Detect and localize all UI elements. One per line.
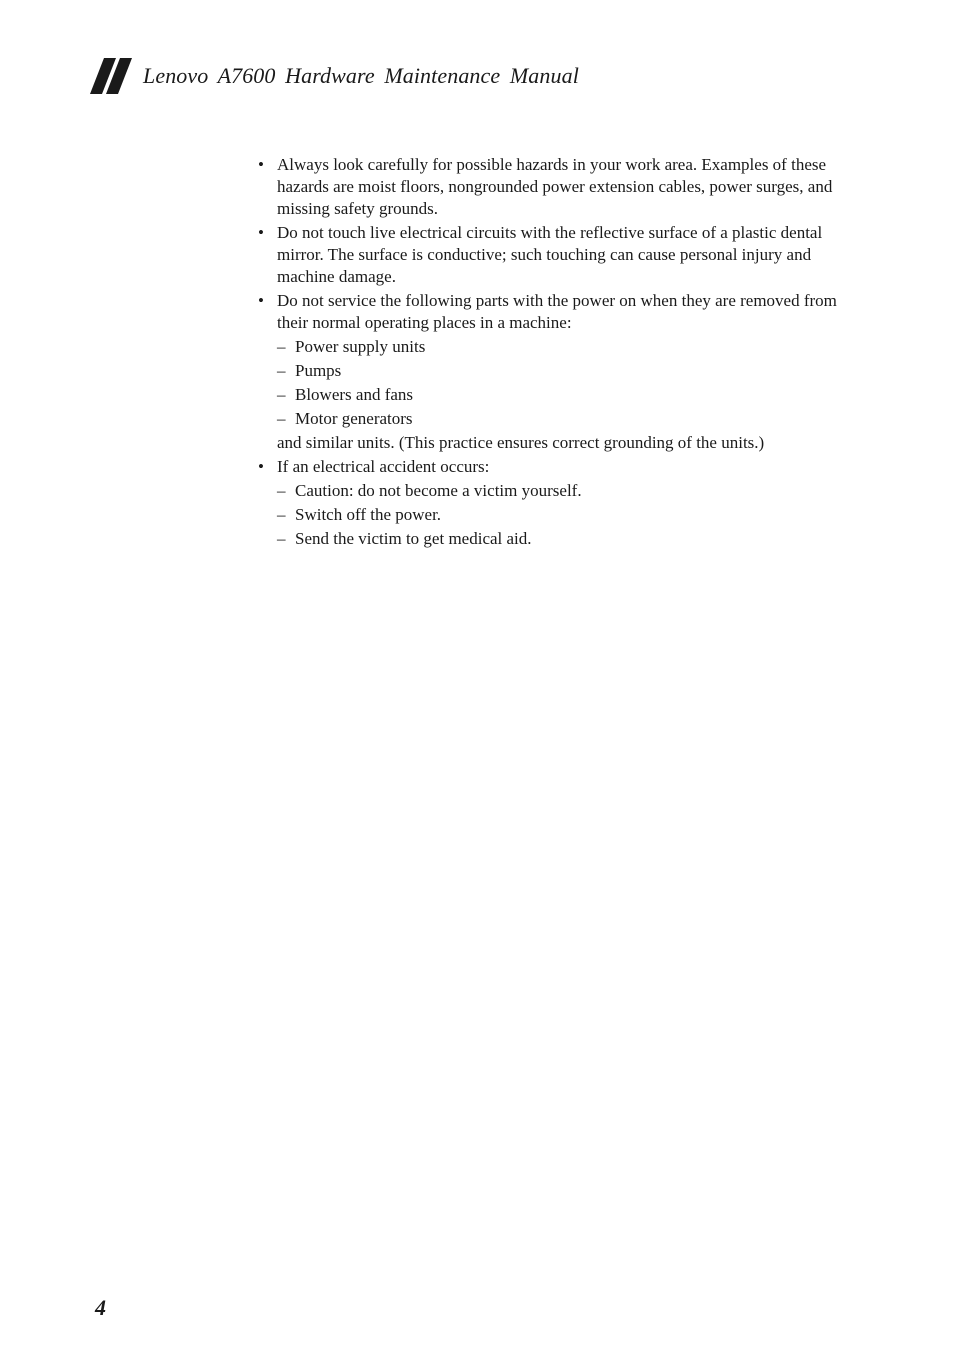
sub-list-item xyxy=(258,528,858,550)
page-header xyxy=(90,58,579,94)
bullet: • xyxy=(258,155,264,174)
sub-list-item xyxy=(258,504,858,526)
dash: – xyxy=(277,505,286,524)
list-item xyxy=(258,154,858,220)
bullet: • xyxy=(258,457,264,476)
list-item-text: If an electrical accident occurs: xyxy=(277,457,490,476)
sub-list-item-text: Motor generators xyxy=(295,409,413,428)
document-title: Lenovo A7600 Hardware Maintenance Manual xyxy=(143,63,579,88)
page-number: 4 xyxy=(95,1295,106,1320)
sub-list-item xyxy=(258,336,858,358)
bullet: • xyxy=(258,291,264,310)
list-item-text: Always look carefully for possible hazards in your work area. Examples of these hazards are moist floors, nongrounded power extension cables, power surges, and missing safety grounds. xyxy=(277,155,833,218)
dash: – xyxy=(277,385,286,404)
dash: – xyxy=(277,361,286,380)
sub-list-item xyxy=(258,480,858,502)
sub-list-item-text: Caution: do not become a victim yourself. xyxy=(295,481,582,500)
list-item xyxy=(258,456,858,478)
list-item xyxy=(258,222,858,288)
dash: – xyxy=(277,409,286,428)
sub-list-item-text: Pumps xyxy=(295,361,342,380)
safety-list xyxy=(258,154,858,552)
double-slash-icon xyxy=(90,58,134,94)
list-item xyxy=(258,290,858,334)
bullet: • xyxy=(258,223,264,242)
sub-list-item xyxy=(258,408,858,430)
sub-list-item-text: Switch off the power. xyxy=(295,505,442,524)
sub-list-item-text: Blowers and fans xyxy=(295,385,414,404)
dash: – xyxy=(277,529,286,548)
sub-list-item-text: Send the victim to get medical aid. xyxy=(295,529,532,548)
list-item-text: Do not service the following parts with the power on when they are removed from their normal operating places in a machine: xyxy=(277,291,837,332)
list-note: and similar units. (This practice ensures correct grounding of the units.) xyxy=(277,433,765,452)
dash: – xyxy=(277,337,286,356)
sub-list-item xyxy=(258,360,858,382)
sub-list-item xyxy=(258,384,858,406)
dash: – xyxy=(277,481,286,500)
sub-list-item-text: Power supply units xyxy=(295,337,426,356)
list-item-text: Do not touch live electrical circuits with the reflective surface of a plastic dental mirror. The surface is conductive; such touching can cause personal injury and machine damage. xyxy=(277,223,823,286)
